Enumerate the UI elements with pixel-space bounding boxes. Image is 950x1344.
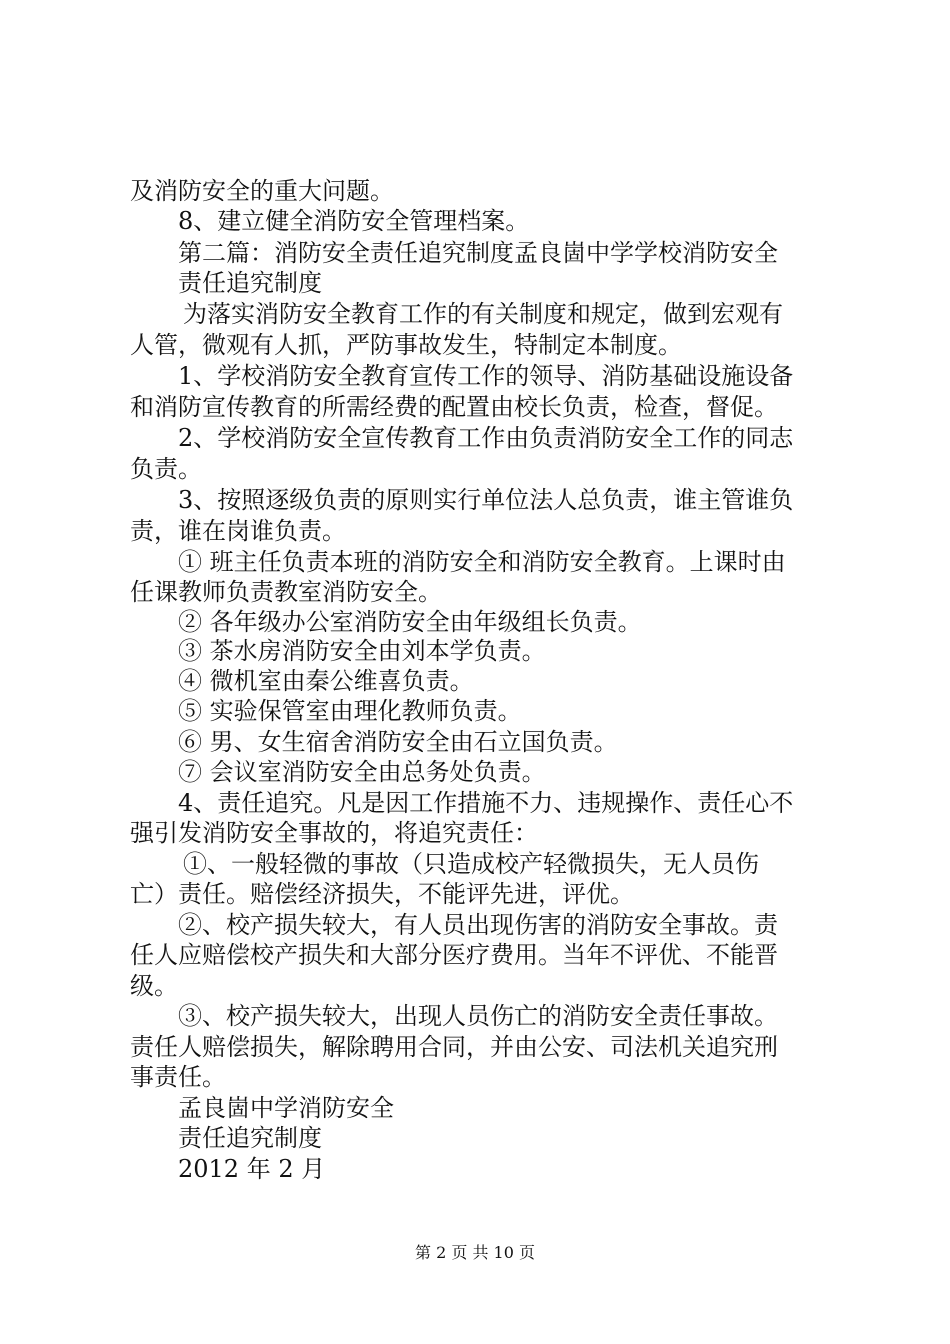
list-item: ⑥ 男、女生宿舍消防安全由石立国负责。 [178, 728, 618, 756]
section-heading-line: 责任追究制度 [178, 269, 322, 297]
date-line: 2012 年 2 月 [178, 1155, 326, 1183]
text-line: 4、责任追究。凡是因工作措施不力、违规操作、责任心不 [178, 789, 794, 817]
text-line: 事责任。 [130, 1063, 226, 1091]
text-line: 责，谁在岗谁负责。 [130, 517, 346, 545]
text-line: 任课教师负责教室消防安全。 [130, 578, 442, 606]
list-item: ③ 茶水房消防安全由刘本学负责。 [178, 637, 546, 665]
text-line: ②、校产损失较大，有人员出现伤害的消防安全事故。责 [178, 911, 778, 939]
text-line: ① 班主任负责本班的消防安全和消防安全教育。上课时由 [178, 548, 786, 576]
text-line: 任人应赔偿校产损失和大部分医疗费用。当年不评优、不能晋 [130, 941, 778, 969]
text-line: ③、校产损失较大，出现人员伤亡的消防安全责任事故。 [178, 1002, 778, 1030]
text-line: 级。 [130, 972, 178, 1000]
text-line: 为落实消防安全教育工作的有关制度和规定，做到宏观有 [183, 300, 783, 328]
page-number-footer: 第 2 页 共 10 页 [415, 1243, 535, 1262]
text-line: 及消防安全的重大问题。 [130, 177, 394, 205]
text-line: ①、一般轻微的事故（只造成校产轻微损失，无人员伤 [183, 850, 759, 878]
list-item: ⑦ 会议室消防安全由总务处负责。 [178, 758, 546, 786]
text-line: 人管，微观有人抓，严防事故发生，特制定本制度。 [130, 331, 682, 359]
signature-line: 责任追究制度 [178, 1124, 322, 1152]
signature-line: 孟良崮中学消防安全 [178, 1094, 394, 1122]
text-line: 负责。 [130, 455, 202, 483]
list-item: ② 各年级办公室消防安全由年级组长负责。 [178, 608, 642, 636]
text-line: 责任人赔偿损失，解除聘用合同，并由公安、司法机关追究刑 [130, 1033, 778, 1061]
list-item: ④ 微机室由秦公维喜负责。 [178, 667, 474, 695]
text-line: 8、建立健全消防安全管理档案。 [178, 207, 530, 235]
section-heading-line: 第二篇：消防安全责任追究制度孟良崮中学学校消防安全 [178, 239, 778, 267]
text-line: 强引发消防安全事故的，将追究责任： [130, 819, 538, 847]
text-line: 2、学校消防安全宣传教育工作由负责消防安全工作的同志 [178, 424, 794, 452]
text-line: 1、学校消防安全教育宣传工作的领导、消防基础设施设备 [178, 362, 794, 390]
text-line: 3、按照逐级负责的原则实行单位法人总负责，谁主管谁负 [178, 486, 794, 514]
text-line: 亡）责任。赔偿经济损失，不能评先进，评优。 [130, 880, 634, 908]
text-line: 和消防宣传教育的所需经费的配置由校长负责，检查，督促。 [130, 393, 778, 421]
list-item: ⑤ 实验保管室由理化教师负责。 [178, 697, 522, 725]
